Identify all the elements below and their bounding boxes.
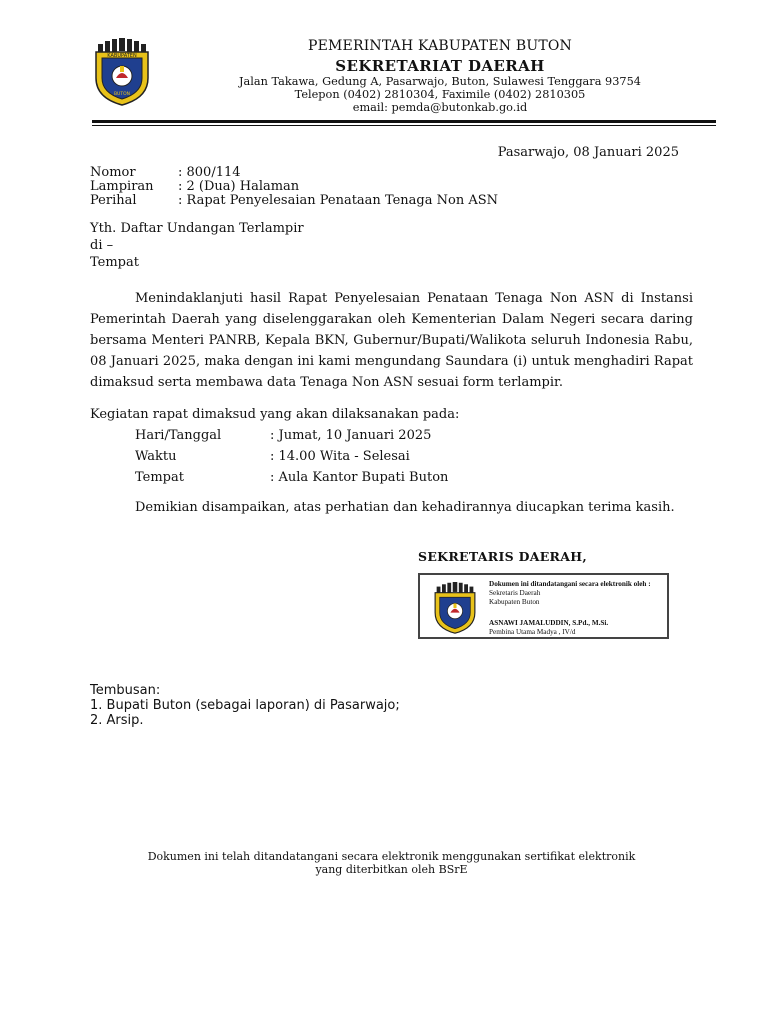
recipient-line-3: Tempat (90, 255, 139, 270)
e-sign-office: Sekretaris Daerah (489, 589, 541, 597)
crest-text-top: KABUPATEN (107, 53, 137, 59)
lampiran-label: Lampiran (90, 179, 154, 194)
perihal-label: Perihal (90, 193, 137, 208)
e-sign-rank: Pembina Utama Madya , IV/d (489, 628, 576, 636)
detail-value-date: : Jumat, 10 Januari 2025 (270, 428, 432, 443)
lampiran-value: : 2 (Dua) Halaman (178, 179, 300, 194)
letterhead-rule-thin (92, 125, 716, 126)
crest-text-bottom: BUTON (113, 92, 131, 97)
detail-value-place: : Aula Kantor Bupati Buton (270, 470, 449, 485)
regency-crest-small-icon (428, 582, 482, 634)
recipient-line-2: di – (90, 238, 114, 253)
perihal-value: : Rapat Penyelesaian Penataan Tenaga Non ASN (178, 193, 498, 208)
cc-heading: Tembusan: (90, 683, 161, 698)
cc-item-1: 1. Bupati Buton (sebagai laporan) di Pasarwajo; (90, 698, 400, 713)
footer-line-2: yang diterbitkan oleh BSrE (315, 863, 468, 876)
e-sign-regency: Kabupaten Buton (489, 598, 540, 606)
nomor-value: : 800/114 (178, 165, 241, 180)
footer-line-1: Dokumen ini telah ditandatangani secara elektronik menggunakan sertifikat elektronik (147, 850, 636, 863)
cc-item-2: 2. Arsip. (90, 713, 144, 728)
office-phone: Telepon (0402) 2810304, Faximile (0402) 2810305 (294, 88, 586, 101)
signer-title: SEKRETARIS DAERAH, (418, 549, 587, 564)
nomor-label: Nomor (90, 165, 136, 180)
office-address: Jalan Takawa, Gedung A, Pasarwajo, Buton, Sulawesi Tenggara 93754 (239, 75, 641, 88)
letterhead-rule-thick (92, 120, 716, 123)
closing-sentence: Demikian disampaikan, atas perhatian dan kehadirannya diucapkan terima kasih. (135, 500, 675, 515)
office-name: SEKRETARIAT DAERAH (335, 57, 545, 75)
detail-label-date: Hari/Tanggal (135, 428, 222, 443)
detail-label-time: Waktu (135, 449, 177, 464)
e-sign-heading: Dokumen ini ditandatangani secara elektronik oleh : (489, 580, 651, 588)
regency-crest-icon (90, 38, 154, 106)
detail-value-time: : 14.00 Wita - Selesai (270, 449, 410, 464)
government-name: PEMERINTAH KABUPATEN BUTON (307, 38, 573, 54)
body-paragraph: Menindaklanjuti hasil Rapat Penyelesaian Penataan Tenaga Non ASN di Instansi Pemerintah Daerah yang diselenggarakan oleh Kementerian Dalam Negeri secara daring bersama Menteri PANRB, Kepala BKN, Gubernur/Bupati/Walikota seluruh Indonesia Rabu, 08 Januari 2025, maka dengan ini kami mengundang Saundara (i) untuk menghadiri Rapat dimaksud serta membawa data Tenaga Non ASN sesuai form terlampir. (90, 291, 693, 390)
office-email: email: pemda@butonkab.go.id (352, 101, 528, 114)
recipient-line-1: Yth. Daftar Undangan Terlampir (90, 221, 304, 236)
schedule-intro: Kegiatan rapat dimaksud yang akan dilaksanakan pada: (90, 407, 460, 422)
e-sign-name: ASNAWI JAMALUDDIN, S.Pd., M.Si. (489, 619, 609, 627)
place-date: Pasarwajo, 08 Januari 2025 (497, 145, 679, 160)
detail-label-place: Tempat (135, 470, 184, 485)
